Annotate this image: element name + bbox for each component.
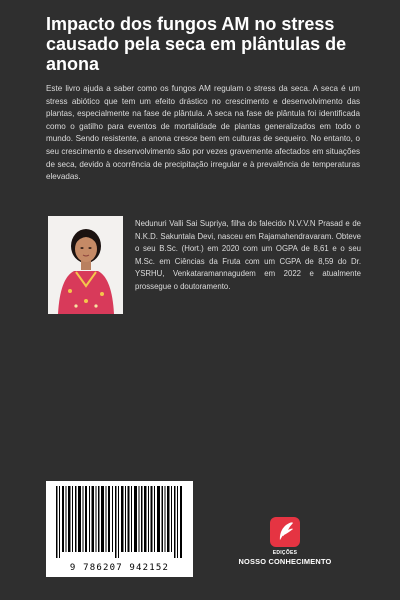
- book-description: Este livro ajuda a saber como os fungos AM regulam o stress da seca. A seca é um stress abiótico que tem um efeito drástico no crescimento e desenvolvimento das plantas, especialmente na fase de plântula. A seca na fase de plântula foi identificada como o gatilho para eventos de mortalidade de plantas generalizados em todo o mundo. Sendo resistente, a anona cresce bem em culturas de sequeiro. No entanto, o seu crescimento e desenvolvimento são por vezes gravemente afectados em situações de seca, devido à ocorrência de precipitação irregular e à prevalência de temperaturas elevadas.: [46, 84, 360, 182]
- publisher-label-small: EDIÇÕES: [272, 550, 298, 556]
- author-photo: [48, 216, 123, 314]
- author-bio: Nedunuri Valli Sai Supriya, filha do falecido N.V.V.N Prasad e de N.K.D. Sakuntala Devi, nasceu em Rajamahendravaram. Obteve o seu B.Sc. (Hort.) em 2020 com um OGPA de 8,61 e o seu M.Sc. em Ciências da Fruta com um CGPA de 8,59 do Dr. YSRHU, Venkataramannagudem em 2022 e atualmente prossegue o doutoramento.: [135, 219, 361, 291]
- book-title: Impacto dos fungos AM no stress causado pela seca em plântulas de anona: [46, 14, 347, 74]
- barcode-bars: [54, 486, 185, 558]
- publisher-name: NOSSO CONHECIMENTO: [238, 557, 332, 566]
- isbn-digits: 9 786207 942152: [69, 563, 170, 573]
- isbn-barcode: [46, 481, 193, 577]
- publisher-logo-icon: [270, 517, 300, 547]
